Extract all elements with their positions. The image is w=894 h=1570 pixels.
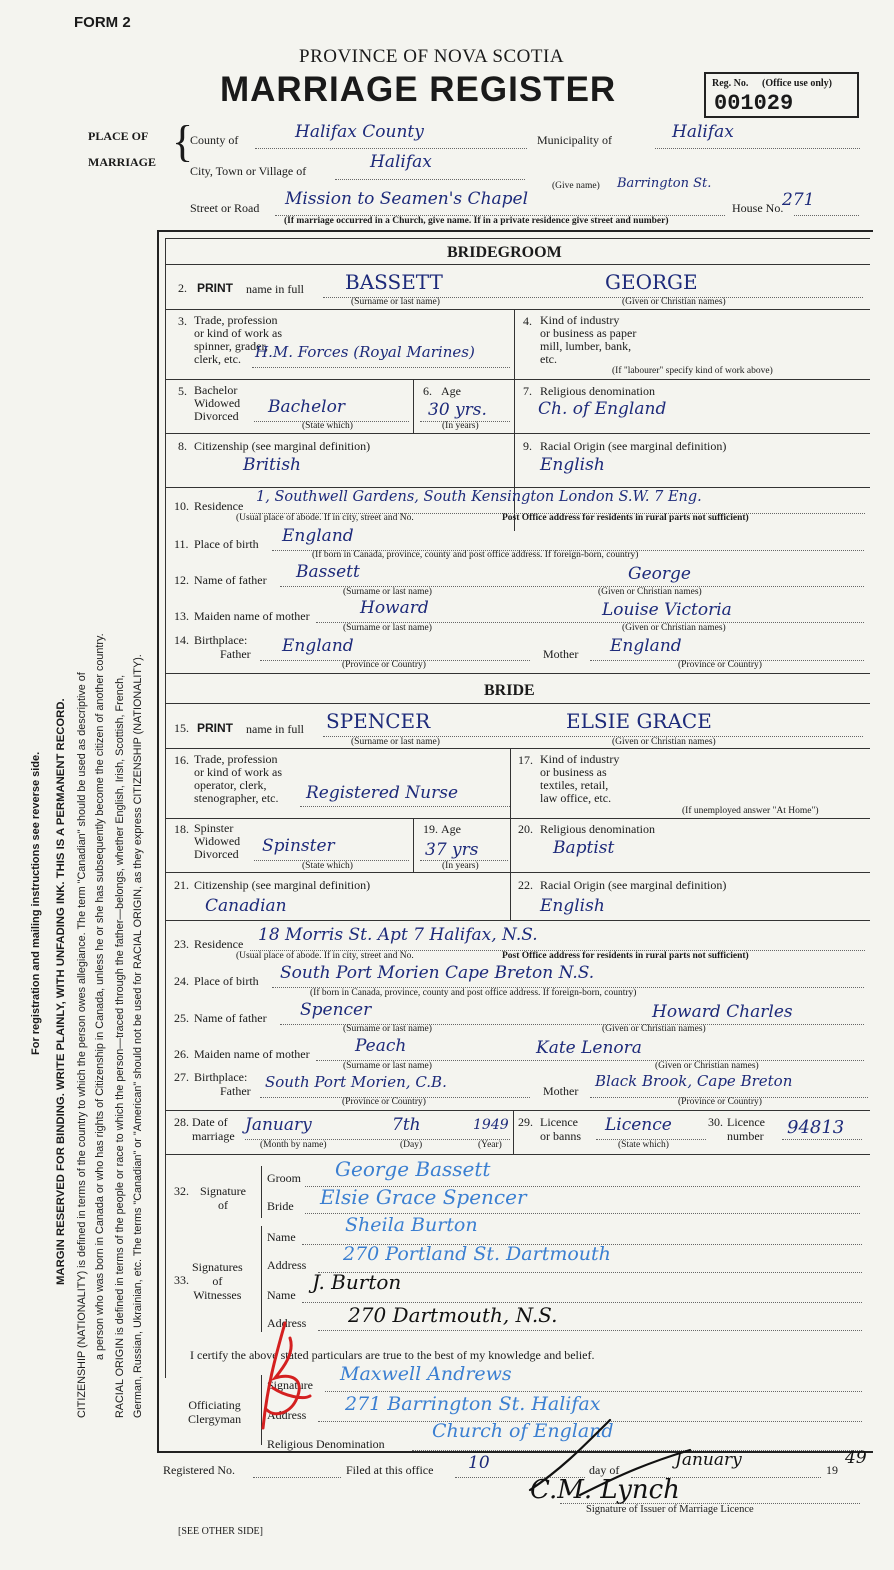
street-label: Street or Road xyxy=(190,201,260,215)
field-number: 16. xyxy=(174,753,189,767)
residence-caption: (Usual place of abode. If in city, street and No. xyxy=(236,951,414,961)
bride-residence[interactable]: 18 Morris St. Apt 7 Halifax, N.S. xyxy=(258,925,538,945)
city-value[interactable]: Halifax xyxy=(370,152,432,172)
groom-residence[interactable]: 1, Southwell Gardens, South Kensington London S.W. 7 Eng. xyxy=(256,489,702,505)
licence-number[interactable]: 94813 xyxy=(787,1117,845,1138)
field-number: 8. xyxy=(178,439,187,453)
province-heading: PROVINCE OF NOVA SCOTIA xyxy=(299,46,565,67)
birthplace-caption: (If born in Canada, province, county and post office address. If foreign-born, country) xyxy=(312,550,639,560)
clergy-address[interactable]: 271 Barrington St. Halifax xyxy=(345,1393,601,1415)
field-number: 28. xyxy=(174,1115,189,1129)
residence-caption: (Usual place of abode. If in city, street and No. xyxy=(236,513,414,523)
field-number: 19. xyxy=(423,822,438,836)
witness-1-address-label: Address xyxy=(267,1258,307,1272)
given-caption: (Given or Christian names) xyxy=(655,1061,759,1071)
given-caption: (Given or Christian names) xyxy=(612,737,716,747)
clergy-address-label: Address xyxy=(267,1408,307,1422)
margin-line-3: CITIZENSHIP (NATIONALITY) is defined in terms of the country to which the person owes allegiance. The term "Canadian" should be used as descriptive of xyxy=(76,672,88,1418)
give-name-value[interactable]: Barrington St. xyxy=(617,176,712,191)
place-note: (If marriage occurred in a Church, give name. If in a private residence give street and number) xyxy=(284,216,669,226)
licence-label: Licence or banns xyxy=(540,1115,581,1143)
bride-status-label: Spinster Widowed Divorced xyxy=(194,821,241,861)
bride-father-given[interactable]: Howard Charles xyxy=(652,1002,793,1022)
groom-age[interactable]: 30 yrs. xyxy=(428,400,487,420)
groom-father-given[interactable]: George xyxy=(628,564,691,584)
citizenship-label: Citizenship (see marginal definition) xyxy=(194,878,371,892)
signature-label: Signature of xyxy=(200,1184,246,1212)
field-number: 13. xyxy=(174,609,189,623)
marriage-year[interactable]: 1949 xyxy=(473,1117,509,1133)
witness-2-address-label: Address xyxy=(267,1316,307,1330)
bride-birthplace[interactable]: South Port Morien Cape Breton N.S. xyxy=(280,963,595,983)
field-number: 2. xyxy=(178,281,187,295)
reg-number: 001029 xyxy=(714,91,794,116)
year-prefix: 19 xyxy=(826,1463,838,1477)
field-number: 24. xyxy=(174,974,189,988)
city-label: City, Town or Village of xyxy=(190,164,307,178)
county-value[interactable]: Halifax County xyxy=(295,122,424,142)
bride-signature-label: Bride xyxy=(267,1199,294,1213)
witness-1-name-label: Name xyxy=(267,1230,296,1244)
surname-caption: (Surname or last name) xyxy=(343,623,432,633)
bride-mother-surname[interactable]: Peach xyxy=(355,1036,407,1056)
field-number: 27. xyxy=(174,1070,189,1084)
province-caption: (Province or Country) xyxy=(678,1097,762,1107)
witness-2-address[interactable]: 270 Dartmouth, N.S. xyxy=(348,1303,558,1327)
bride-mother-birthplace[interactable]: Black Brook, Cape Breton xyxy=(595,1072,793,1090)
witness-1-address[interactable]: 270 Portland St. Dartmouth xyxy=(343,1243,611,1265)
print-label: PRINT xyxy=(197,281,233,295)
residence-label: Residence xyxy=(194,499,244,513)
groom-trade[interactable]: H.M. Forces (Royal Marines) xyxy=(255,343,475,361)
field-number: 4. xyxy=(523,314,532,328)
clergy-religion-label: Religious Denomination xyxy=(267,1437,385,1451)
margin-line-1: For registration and mailing instructions see reverse side. xyxy=(30,751,42,1055)
see-other-side: [SEE OTHER SIDE] xyxy=(178,1526,263,1537)
filed-month[interactable]: January xyxy=(675,1450,742,1470)
kind-note: (If "labourer" specify kind of work above) xyxy=(612,366,773,376)
groom-citizenship[interactable]: British xyxy=(243,455,301,475)
municipality-value[interactable]: Halifax xyxy=(672,122,734,142)
residence-caption-2: Post Office address for residents in rural parts not sufficient) xyxy=(502,513,749,523)
citizenship-label: Citizenship (see marginal definition) xyxy=(194,439,371,453)
state-which-caption: (State which) xyxy=(302,861,353,871)
certify-statement: I certify the above stated particulars are true to the best of my knowledge and belief. xyxy=(190,1348,595,1362)
red-ink-mark xyxy=(255,1318,315,1458)
groom-mother-birthplace[interactable]: England xyxy=(610,636,682,656)
bride-status[interactable]: Spinster xyxy=(262,836,335,856)
groom-religion[interactable]: Ch. of England xyxy=(538,399,667,419)
witnesses-label: Signatures of Witnesses xyxy=(192,1260,243,1302)
name-full-label: name in full xyxy=(246,282,304,296)
place-label-b: MARRIAGE xyxy=(88,155,156,169)
give-name-caption: (Give name) xyxy=(552,181,600,191)
religion-label: Religious denomination xyxy=(540,822,655,836)
clergy-signature[interactable]: Maxwell Andrews xyxy=(340,1363,512,1385)
field-number: 11. xyxy=(174,537,189,551)
groom-birthplace[interactable]: England xyxy=(282,526,354,546)
binding-margin xyxy=(0,0,160,1570)
birthplace-label: Place of birth xyxy=(194,974,259,988)
name-full-label: name in full xyxy=(246,722,304,736)
bride-signature[interactable]: Elsie Grace Spencer xyxy=(320,1185,527,1209)
margin-line-6: German, Russian, Ukrainian, etc. The terms "Canadian" or "American" should not be used for RACIAL ORIGIN, as they express CITIZENSHIP (NATIONALITY). xyxy=(132,654,144,1418)
field-number: 10. xyxy=(174,499,189,513)
registered-no-label: Registered No. xyxy=(163,1463,235,1477)
groom-given[interactable]: GEORGE xyxy=(605,270,698,294)
date-label: Date of marriage xyxy=(192,1115,235,1143)
bride-citizenship[interactable]: Canadian xyxy=(205,896,287,916)
issuer-caption: Signature of Issuer of Marriage Licence xyxy=(586,1504,754,1515)
clergy-religion[interactable]: Church of England xyxy=(432,1420,614,1442)
groom-mother-surname[interactable]: Howard xyxy=(360,598,429,618)
field-number: 18. xyxy=(174,822,189,836)
print-label: PRINT xyxy=(197,721,233,735)
street-value[interactable]: Mission to Seamen's Chapel xyxy=(285,189,529,209)
bride-heading: BRIDE xyxy=(484,682,535,699)
page-title: MARRIAGE REGISTER xyxy=(220,70,617,109)
father-label: Name of father xyxy=(194,1011,267,1025)
surname-caption: (Surname or last name) xyxy=(343,587,432,597)
reg-note: (Office use only) xyxy=(762,78,832,89)
bridegroom-heading: BRIDEGROOM xyxy=(447,244,562,261)
day-caption: (Day) xyxy=(400,1140,423,1150)
groom-father-birthplace[interactable]: England xyxy=(282,636,354,656)
field-number: 6. xyxy=(423,384,432,398)
year-caption: (Year) xyxy=(478,1140,502,1150)
groom-mother-given[interactable]: Louise Victoria xyxy=(602,600,732,620)
officiating-label: Officiating Clergyman xyxy=(188,1398,242,1426)
mother-label: Maiden name of mother xyxy=(194,609,310,623)
parents-birthplace-label: Birthplace: xyxy=(194,633,248,647)
licence-number-label: Licence number xyxy=(727,1115,765,1143)
given-caption: (Given or Christian names) xyxy=(622,623,726,633)
field-number: 5. xyxy=(178,384,187,398)
field-number: 7. xyxy=(523,384,532,398)
groom-racial-origin[interactable]: English xyxy=(540,455,605,475)
parents-birthplace-label: Birthplace: xyxy=(194,1070,248,1084)
filed-day[interactable]: 10 xyxy=(468,1453,490,1473)
age-label: Age xyxy=(441,822,461,836)
given-caption: (Given or Christian names) xyxy=(602,1024,706,1034)
bride-kind-label: Kind of industry or business as textiles, retail, law office, etc. xyxy=(540,752,620,805)
province-caption: (Province or Country) xyxy=(678,660,762,670)
house-label: House No. xyxy=(732,201,784,215)
reg-label: Reg. No. xyxy=(712,78,749,89)
field-number: 29. xyxy=(518,1115,533,1129)
groom-kind-label: Kind of industry or business as paper mill, lumber, bank, etc. xyxy=(540,313,637,366)
surname-caption: (Surname or last name) xyxy=(351,297,440,307)
field-number: 26. xyxy=(174,1047,189,1061)
day-of-label: day of xyxy=(589,1463,620,1477)
residence-label: Residence xyxy=(194,937,244,951)
province-caption: (Province or Country) xyxy=(342,660,426,670)
mother-label: Maiden name of mother xyxy=(194,1047,310,1061)
groom-signature[interactable]: George Bassett xyxy=(335,1157,491,1181)
filed-year[interactable]: 49 xyxy=(845,1448,867,1468)
field-number: 22. xyxy=(518,878,533,892)
field-number: 15. xyxy=(174,721,189,735)
field-number: 9. xyxy=(523,439,532,453)
municipality-label: Municipality of xyxy=(537,133,612,147)
bride-surname[interactable]: SPENCER xyxy=(326,709,431,733)
county-label: County of xyxy=(190,133,239,147)
month-caption: (Month by name) xyxy=(260,1140,327,1150)
kind-note: (If unemployed answer "At Home") xyxy=(682,806,819,816)
issuer-signature[interactable]: C.M. Lynch xyxy=(530,1475,680,1505)
margin-line-5: RACIAL ORIGIN is defined in terms of the people or race to which the person—traced through the father—belongs, whether English, Irish, Scottish, French, xyxy=(114,674,126,1418)
birthplace-caption: (If born in Canada, province, county and post office address. If foreign-born, country) xyxy=(310,988,637,998)
surname-caption: (Surname or last name) xyxy=(343,1024,432,1034)
bride-age[interactable]: 37 yrs xyxy=(425,840,479,860)
bride-father-surname[interactable]: Spencer xyxy=(300,1000,372,1020)
margin-line-4: a person who was born in Canada or who has rights of Citizenship in Canada, unless he or she has subsequently become the citizen of another country. xyxy=(94,633,106,1360)
mother-birthplace-label: Mother xyxy=(543,1084,579,1098)
field-number: 20. xyxy=(518,822,533,836)
in-years-caption: (In years) xyxy=(442,421,479,431)
racial-origin-label: Racial Origin (see marginal definition) xyxy=(540,878,727,892)
groom-trade-label: Trade, profession or kind of work as spinner, grader, clerk, etc. xyxy=(194,313,282,366)
bride-given[interactable]: ELSIE GRACE xyxy=(566,709,712,733)
bride-religion[interactable]: Baptist xyxy=(553,838,615,858)
field-number: 32. xyxy=(174,1184,189,1198)
place-label-a: PLACE OF xyxy=(88,129,149,143)
field-number: 3. xyxy=(178,314,187,328)
form-number: FORM 2 xyxy=(74,14,131,31)
religion-label: Religious denomination xyxy=(540,384,655,398)
bride-trade[interactable]: Registered Nurse xyxy=(306,783,459,803)
field-number: 12. xyxy=(174,573,189,587)
field-number: 25. xyxy=(174,1011,189,1025)
reg-number-box xyxy=(704,72,859,118)
groom-status-label: Bachelor Widowed Divorced xyxy=(194,383,241,423)
bride-mother-given[interactable]: Kate Lenora xyxy=(536,1038,642,1058)
mother-birthplace-label: Mother xyxy=(543,647,579,661)
surname-caption: (Surname or last name) xyxy=(343,1061,432,1071)
margin-line-2: MARGIN RESERVED FOR BINDING. WRITE PLAINLY, WITH UNFADING INK. THIS IS A PERMANENT RECORD. xyxy=(55,698,67,1285)
clergy-signature-label: Signature xyxy=(267,1378,313,1392)
groom-signature-label: Groom xyxy=(267,1171,301,1185)
groom-status[interactable]: Bachelor xyxy=(268,397,345,417)
filed-label: Filed at this office xyxy=(346,1463,434,1477)
age-label: Age xyxy=(441,384,461,398)
state-which-caption: (State which) xyxy=(618,1140,669,1150)
surname-caption: (Surname or last name) xyxy=(351,737,440,747)
father-label: Name of father xyxy=(194,573,267,587)
birthplace-label: Place of birth xyxy=(194,537,259,551)
racial-origin-label: Racial Origin (see marginal definition) xyxy=(540,439,727,453)
given-caption: (Given or Christian names) xyxy=(622,297,726,307)
field-number: 17. xyxy=(518,753,533,767)
witness-2-name[interactable]: J. Burton xyxy=(312,1270,402,1294)
licence-value[interactable]: Licence xyxy=(605,1115,672,1135)
province-caption: (Province or Country) xyxy=(342,1097,426,1107)
house-value[interactable]: 271 xyxy=(782,190,815,210)
field-number: 30. xyxy=(708,1115,723,1129)
bride-racial-origin[interactable]: English xyxy=(540,896,605,916)
residence-caption-2: Post Office address for residents in rural parts not sufficient) xyxy=(502,951,749,961)
bride-trade-label: Trade, profession or kind of work as operator, clerk, stenographer, etc. xyxy=(194,752,282,805)
field-number: 23. xyxy=(174,937,189,951)
groom-surname[interactable]: BASSETT xyxy=(345,270,443,294)
marriage-month[interactable]: January xyxy=(245,1115,312,1135)
field-number: 14. xyxy=(174,633,189,647)
in-years-caption: (In years) xyxy=(442,861,479,871)
field-number: 21. xyxy=(174,878,189,892)
field-number: 33. xyxy=(174,1273,189,1287)
witness-1-name[interactable]: Sheila Burton xyxy=(345,1214,478,1236)
witness-2-name-label: Name xyxy=(267,1288,296,1302)
bride-father-birthplace[interactable]: South Port Morien, C.B. xyxy=(265,1073,447,1091)
place-brace: { xyxy=(172,117,194,166)
groom-father-surname[interactable]: Bassett xyxy=(296,562,360,582)
signature-flourish xyxy=(520,1410,700,1500)
state-which-caption: (State which) xyxy=(302,421,353,431)
father-birthplace-label: Father xyxy=(220,1084,251,1098)
marriage-day[interactable]: 7th xyxy=(392,1115,421,1135)
father-birthplace-label: Father xyxy=(220,647,251,661)
given-caption: (Given or Christian names) xyxy=(598,587,702,597)
